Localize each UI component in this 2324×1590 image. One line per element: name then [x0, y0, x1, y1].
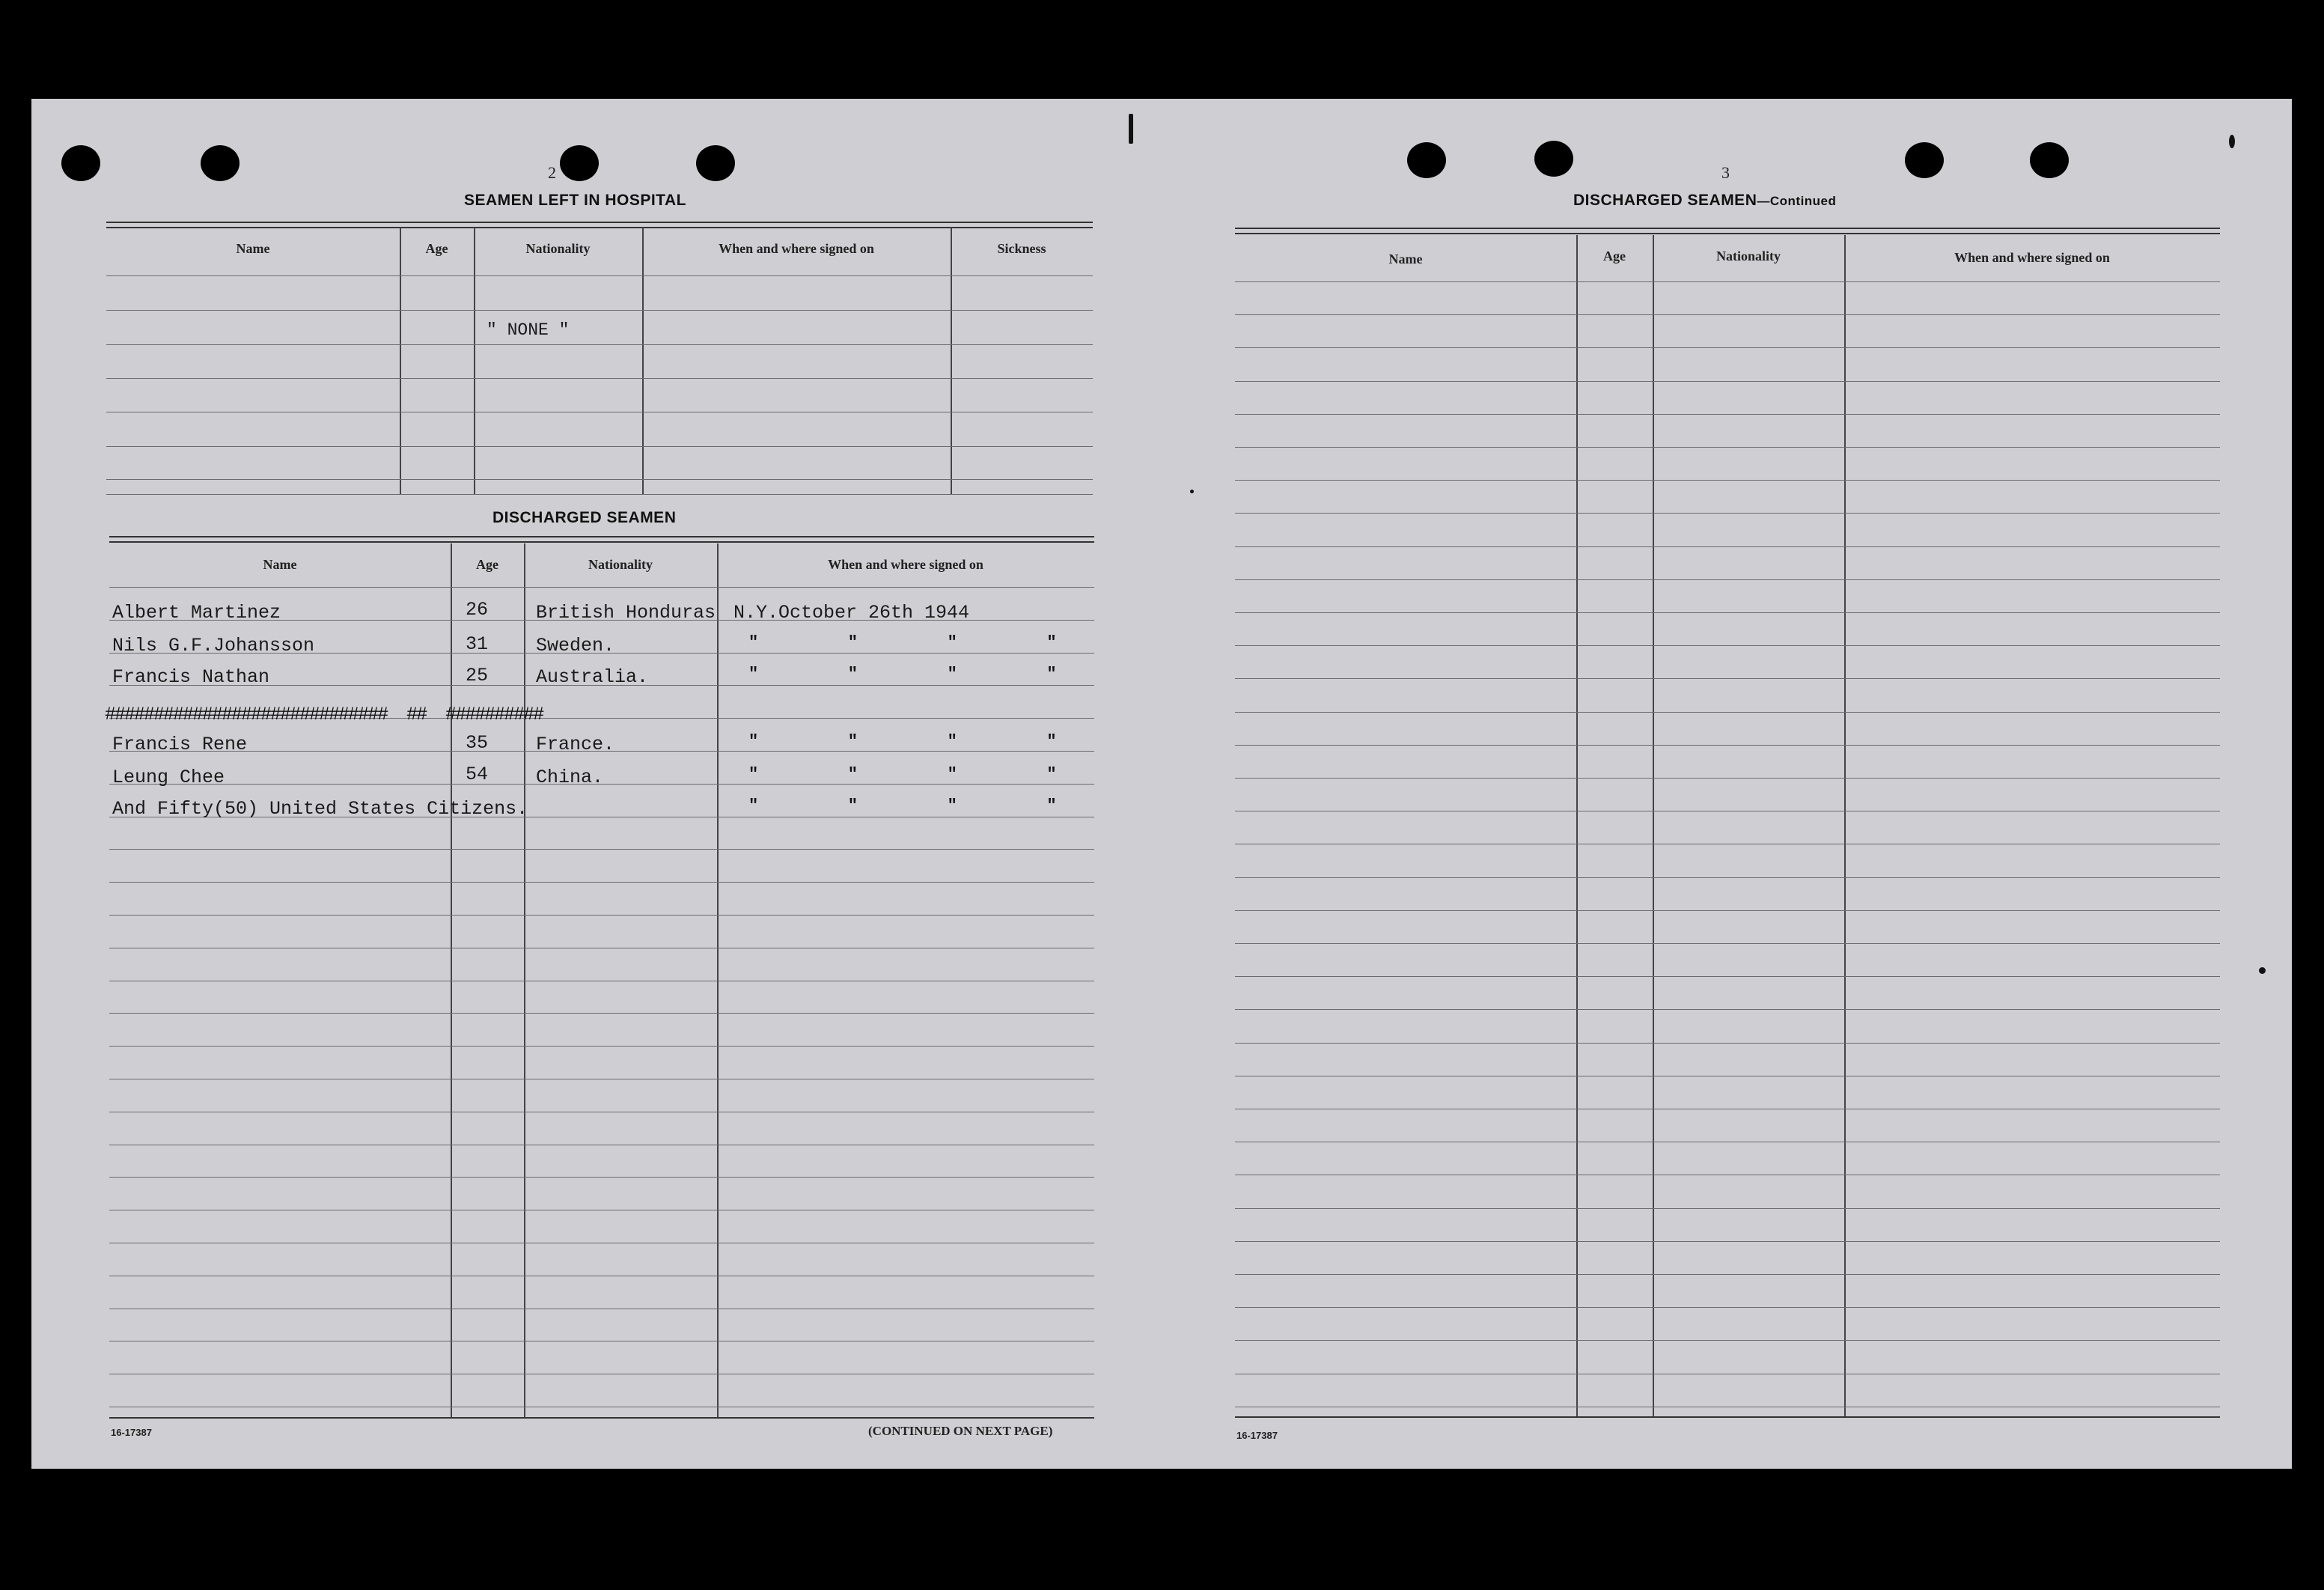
- ruled-line: [1235, 381, 2220, 382]
- hospital-section-title: SEAMEN LEFT IN HOSPITAL: [464, 192, 686, 209]
- ruled-line: [109, 849, 1094, 850]
- ruled-line: [1235, 414, 2220, 415]
- seaman-nationality: China.: [536, 767, 604, 788]
- hospital-row-line: [106, 310, 1093, 311]
- ruled-line: [1235, 1009, 2220, 1010]
- seaman-nationality: France.: [536, 734, 615, 755]
- hospital-col-divider: [642, 228, 644, 494]
- ruled-line: [1235, 910, 2220, 911]
- ruled-line: [1235, 1241, 2220, 1242]
- hospital-none-entry: " NONE ": [487, 320, 570, 340]
- right-col-divider: [1844, 235, 1846, 1416]
- ruled-line: [109, 915, 1094, 916]
- ruled-line: [1235, 281, 2220, 282]
- punch-hole: [1905, 142, 1944, 178]
- hospital-row-line: [106, 446, 1093, 447]
- ruled-line: [1235, 1043, 2220, 1044]
- hospital-col-divider: [951, 228, 952, 494]
- right-header-nationality: Nationality: [1715, 249, 1781, 264]
- punch-hole: [1534, 141, 1573, 177]
- seaman-age: 31: [466, 633, 489, 655]
- hospital-header-signed-on: When and where signed on: [719, 241, 874, 256]
- hospital-row-line: [106, 479, 1093, 480]
- right-header-name: Name: [1388, 252, 1423, 266]
- ruled-line: [109, 882, 1094, 883]
- closing-ditto: " " " ": [748, 796, 1072, 815]
- seaman-nationality: Australia.: [536, 666, 649, 688]
- ruled-line: [1235, 1274, 2220, 1275]
- speck: [2259, 967, 2266, 974]
- hospital-header-sickness: Sickness: [997, 241, 1046, 256]
- seaman-signed-on: " " " ": [748, 732, 1072, 751]
- form-number: 16-17387: [111, 1427, 152, 1438]
- punch-hole: [201, 145, 240, 181]
- right-table-bottom: [1235, 1416, 2220, 1418]
- seaman-name: Nils G.F.Johansson: [112, 635, 315, 657]
- page-number: 2: [548, 163, 556, 182]
- seaman-signed-on: " " " ": [748, 633, 1072, 652]
- hospital-row-line: [106, 378, 1093, 379]
- ruled-line: [109, 1013, 1094, 1014]
- struck-out-row: ############################# ## ##########: [105, 704, 543, 725]
- right-header-signed-on: When and where signed on: [1954, 250, 2110, 265]
- seaman-name: Leung Chee: [112, 767, 225, 788]
- punch-hole: [560, 145, 599, 181]
- ruled-line: [1235, 447, 2220, 448]
- speck: [1129, 114, 1133, 144]
- seaman-age: 25: [466, 665, 489, 686]
- ruled-line: [1235, 1208, 2220, 1209]
- right-title-suffix: —Continued: [1757, 194, 1837, 208]
- ruled-line: [1235, 1307, 2220, 1308]
- discharged-table-top: [109, 541, 1094, 543]
- seaman-signed-on: " " " ": [748, 765, 1072, 784]
- ruled-line: [1235, 546, 2220, 547]
- punch-hole: [696, 145, 735, 181]
- speck: [2229, 135, 2235, 148]
- closing-line: And Fifty(50) United States Citizens.: [112, 798, 528, 820]
- seaman-name: Francis Rene: [112, 734, 248, 755]
- discharged-header-age: Age: [476, 557, 498, 572]
- ruled-line: [1235, 347, 2220, 348]
- punch-hole: [1407, 142, 1446, 178]
- seaman-name: Albert Martinez: [112, 602, 281, 624]
- right-header-age: Age: [1603, 249, 1626, 264]
- seaman-signed-on: " " " ": [748, 665, 1072, 683]
- discharged-table-top: [109, 536, 1094, 537]
- ruled-line: [1235, 480, 2220, 481]
- punch-hole: [61, 145, 100, 181]
- hospital-row-line: [106, 494, 1093, 495]
- right-table-top: [1235, 228, 2220, 229]
- hospital-table-top: [106, 227, 1093, 228]
- ruled-line: [109, 1046, 1094, 1047]
- ruled-line: [1235, 877, 2220, 878]
- ruled-line: [1235, 678, 2220, 679]
- punch-hole: [2030, 142, 2069, 178]
- discharged-header-signed-on: When and where signed on: [828, 557, 983, 572]
- right-section-title: [1573, 192, 1836, 210]
- ruled-line: [1235, 745, 2220, 746]
- hospital-row-line: [106, 344, 1093, 345]
- page-number: 3: [1721, 163, 1730, 182]
- ruled-line: [109, 1177, 1094, 1178]
- ruled-line: [1235, 579, 2220, 580]
- seaman-age: 54: [466, 764, 489, 785]
- hospital-row-line: [106, 275, 1093, 276]
- seaman-age: 35: [466, 732, 489, 754]
- discharged-table-bottom: [109, 1417, 1094, 1419]
- ruled-line: [1235, 943, 2220, 944]
- hospital-table-top: [106, 222, 1093, 223]
- right-col-divider: [1653, 235, 1654, 1416]
- ruled-line: [1235, 513, 2220, 514]
- hospital-header-nationality: Nationality: [525, 241, 591, 256]
- ruled-line: [1235, 645, 2220, 646]
- discharged-header-name: Name: [263, 557, 297, 572]
- ruled-line: [1235, 976, 2220, 977]
- right-table-top: [1235, 233, 2220, 234]
- ruled-line: [1235, 778, 2220, 779]
- seaman-nationality: Sweden.: [536, 635, 615, 657]
- ruled-line: [1235, 1340, 2220, 1341]
- seaman-nationality: British Honduras: [536, 602, 716, 624]
- seaman-name: Francis Nathan: [112, 666, 270, 688]
- speck: [1190, 490, 1194, 493]
- seaman-signed-on: N.Y.October 26th 1944: [734, 602, 970, 624]
- seaman-age: 26: [466, 599, 489, 621]
- continued-note: (CONTINUED ON NEXT PAGE): [868, 1424, 1053, 1438]
- ruled-line: [1235, 314, 2220, 315]
- hospital-col-divider: [474, 228, 475, 494]
- ruled-line: [109, 587, 1094, 588]
- hospital-header-age: Age: [425, 241, 448, 256]
- discharged-section-title: DISCHARGED SEAMEN: [492, 509, 677, 526]
- ruled-line: [1235, 612, 2220, 613]
- right-col-divider: [1576, 235, 1578, 1416]
- ruled-line: [1235, 712, 2220, 713]
- hospital-header-name: Name: [236, 241, 270, 256]
- hospital-col-divider: [400, 228, 401, 494]
- right-title-main: DISCHARGED SEAMEN: [1573, 192, 1757, 209]
- discharged-header-nationality: Nationality: [588, 557, 653, 572]
- form-number: 16-17387: [1236, 1430, 1278, 1441]
